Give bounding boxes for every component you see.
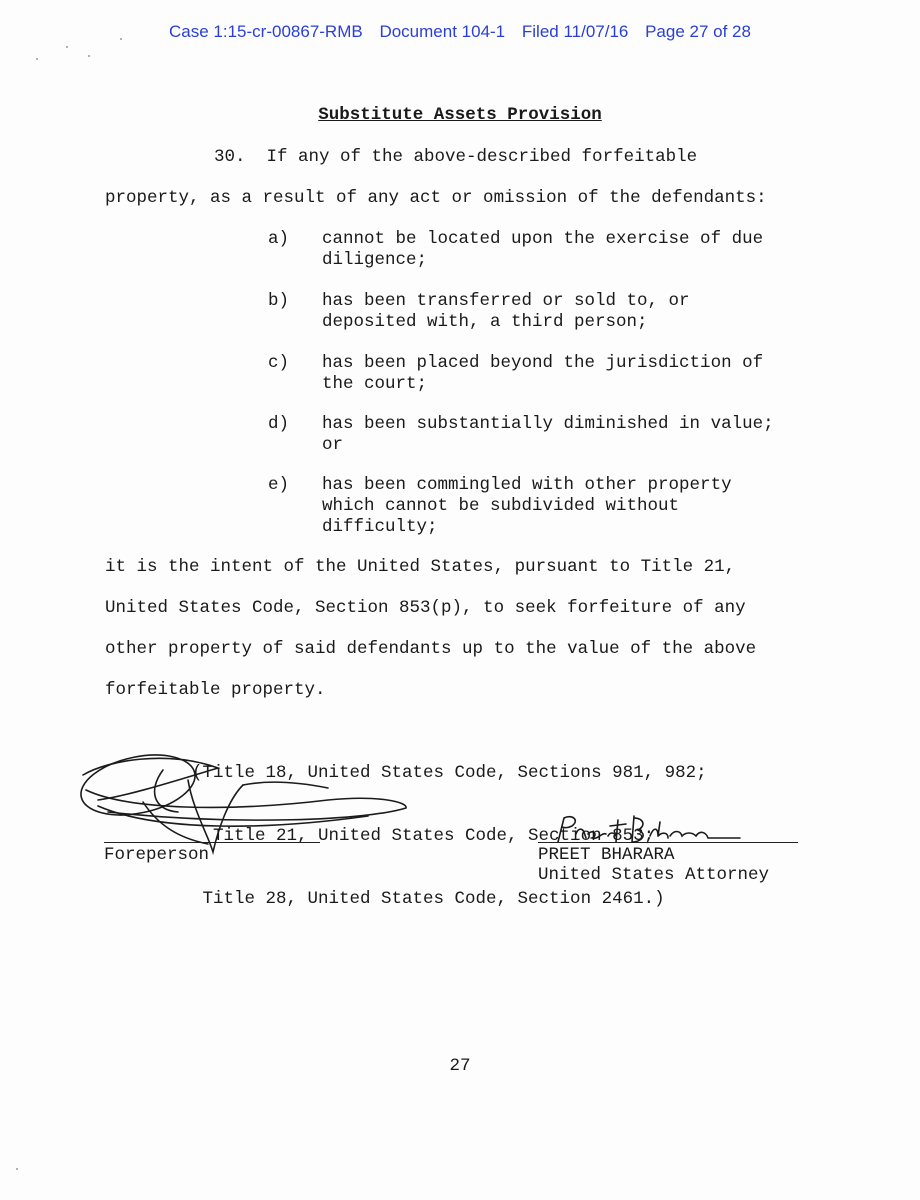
list-item-text: has been placed beyond the jurisdiction of the court;	[322, 353, 764, 394]
closing-line-1: it is the intent of the United States, pursuant to Title 21,	[105, 557, 736, 577]
list-item-label: e)	[268, 475, 290, 495]
attorney-name: PREET BHARARA	[538, 845, 675, 865]
list-item-text: has been commingled with other property which cannot be subdivided without difficulty;	[322, 475, 732, 537]
citation-line-3: Title 28, United States Code, Section 2461.)	[192, 889, 665, 909]
page-count: Page 27 of 28	[645, 22, 751, 41]
ecf-header-stamp	[0, 22, 920, 42]
citation-line-1: (Title 18, United States Code, Sections 981, 982;	[192, 763, 707, 783]
case-number: Case 1:15-cr-00867-RMB	[169, 22, 363, 41]
closing-line-4: forfeitable property.	[105, 680, 326, 700]
closing-line-3: other property of said defendants up to the value of the above	[105, 639, 757, 659]
citation-line-2: Title 21, United States Code, Section 853;	[192, 826, 655, 846]
attorney-signature	[550, 812, 760, 848]
foreperson-label: Foreperson	[104, 845, 210, 865]
list-item-label: c)	[268, 353, 290, 373]
filed-date: Filed 11/07/16	[521, 22, 629, 41]
closing-line-2: United States Code, Section 853(p), to seek forfeiture of any	[105, 598, 746, 618]
attorney-title: United States Attorney	[538, 865, 770, 885]
document-number: Document 104-1	[379, 22, 506, 41]
list-item-text: cannot be located upon the exercise of due diligence;	[322, 229, 764, 270]
scan-speck	[120, 38, 122, 40]
foreperson-signature	[68, 740, 418, 860]
scan-speck	[88, 55, 90, 57]
list-item-label: d)	[268, 414, 290, 434]
paragraph-line-1: 30. If any of the above-described forfeitable	[214, 147, 698, 167]
list-item-label: a)	[268, 229, 290, 249]
list-item-text: has been substantially diminished in value; or	[322, 414, 774, 455]
list-item-text: has been transferred or sold to, or deposited with, a third person;	[322, 291, 690, 332]
page-number: 27	[449, 1056, 471, 1076]
section-title: Substitute Assets Provision	[318, 105, 602, 125]
list-item-label: b)	[268, 291, 290, 311]
scan-speck	[66, 46, 68, 48]
paragraph-line-2: property, as a result of any act or omission of the defendants:	[105, 188, 767, 208]
scan-speck	[36, 58, 38, 60]
scan-speck	[16, 1168, 18, 1170]
